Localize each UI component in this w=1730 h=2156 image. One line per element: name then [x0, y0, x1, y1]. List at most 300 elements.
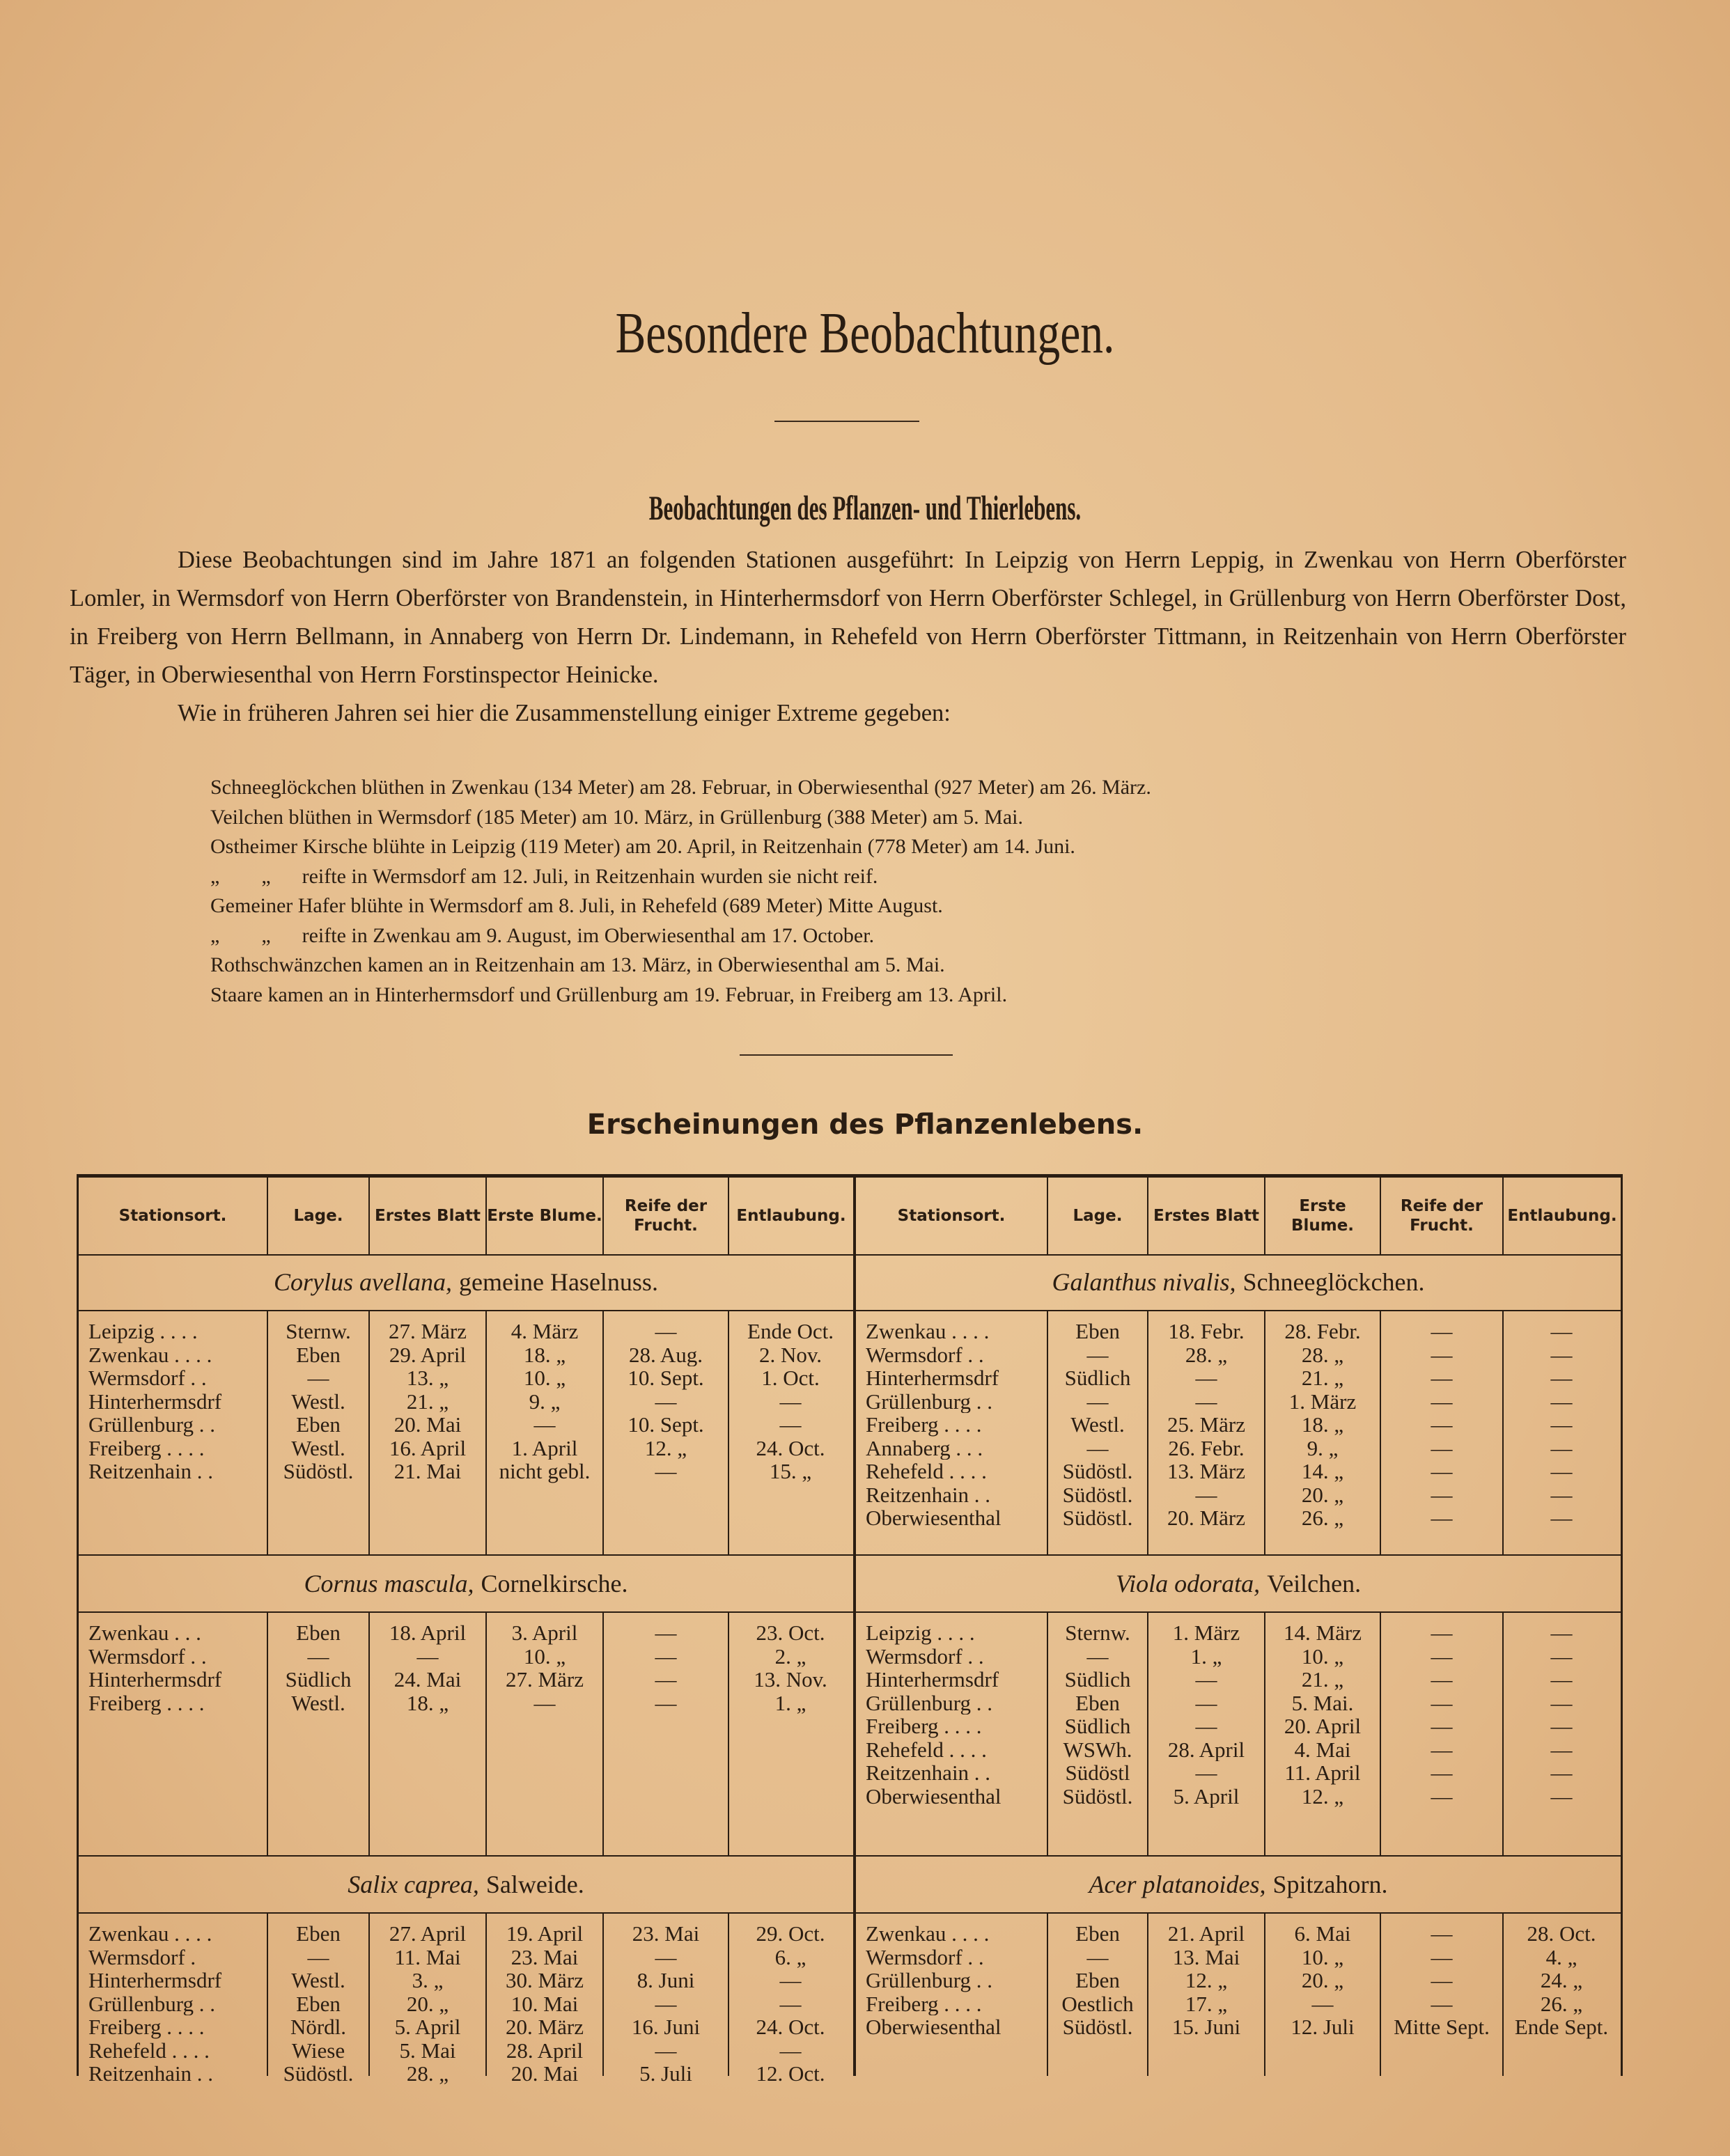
table-row [856, 1922, 1621, 1946]
table-cell: 18. „ [406, 1691, 449, 1714]
column-header: Stationsort. [79, 1178, 268, 1254]
table-cell: — [1195, 1714, 1217, 1738]
table-row [856, 1714, 1621, 1738]
extreme-line: Gemeiner Hafer blühte in Wermsdorf am 8. Juli, in Rehefeld (689 Meter) Mitte August. [210, 894, 943, 917]
table-cell: 24. „ [1540, 1969, 1583, 1992]
table-cell: 5. Juli [639, 2062, 692, 2086]
table-cell: — [1431, 1506, 1453, 1530]
table-cell: 21. April [1167, 1922, 1245, 1946]
table-cell: 28. Oct. [1527, 1922, 1596, 1946]
table-cell: — [1431, 1413, 1453, 1437]
table-cell: 16. April [389, 1436, 467, 1460]
table-row [856, 1645, 1621, 1669]
table-cell: — [1431, 1737, 1453, 1761]
table-cell: — [779, 1389, 802, 1413]
table-cell: 28. April [506, 2038, 584, 2062]
table-row [79, 2015, 853, 2039]
species-section [79, 1857, 853, 2086]
table-cell: Westl. [291, 1969, 345, 1992]
table-cell: — [1431, 1945, 1453, 1969]
table-cell: 17. „ [1185, 1992, 1228, 2015]
table-cell: 28. „ [1185, 1343, 1228, 1366]
table-cell: — [307, 1644, 329, 1668]
table-cell: 20. Mai [393, 1413, 462, 1437]
species-common-name: Salweide. [485, 1870, 584, 1898]
table-cell: Grüllenburg . . [88, 1413, 215, 1437]
extremes-intro: Wie in früheren Jahren sei hier die Zusammenstellung einiger Extreme gegeben: [178, 700, 951, 726]
table-cell: Grüllenburg . . [88, 1992, 215, 2015]
table-cell: Eben [1075, 1320, 1120, 1343]
table-cell: 14. „ [1301, 1460, 1344, 1483]
table-row [856, 1390, 1621, 1414]
table-cell: — [1431, 1320, 1453, 1343]
column-header: Erstes Blatt [1148, 1178, 1265, 1254]
table-cell: — [1550, 1389, 1573, 1413]
table-cell: 10. „ [523, 1366, 566, 1390]
species-heading [79, 1857, 853, 1914]
table-cell: — [655, 1945, 677, 1969]
table-cell: — [1431, 1992, 1453, 2015]
table-cell: Rehefeld . . . . [866, 1737, 987, 1761]
extreme-line: Rothschwänzchen kamen an in Reitzenhain am 13. März, in Oberwiesenthal am 5. Mai. [210, 953, 945, 976]
species-common-name: Cornelkirsche. [481, 1570, 628, 1598]
table-cell: 24. Oct. [756, 2015, 825, 2039]
table-row [856, 1761, 1621, 1785]
table-cell: Eben [1075, 1691, 1120, 1714]
table-row [856, 1320, 1621, 1343]
table-cell: 27. April [389, 1922, 467, 1946]
table-cell: 13. „ [406, 1366, 449, 1390]
table-cell: Westl. [291, 1691, 345, 1714]
table-cell: 12. Juli [1291, 2015, 1355, 2039]
table-cell: Eben [1075, 1922, 1120, 1946]
table-row [856, 1483, 1621, 1507]
species-section [79, 1254, 853, 1556]
table-cell: Wermsdorf . . [88, 1644, 207, 1668]
table-cell: 15. „ [769, 1460, 812, 1483]
table-cell: 1. März [1172, 1621, 1240, 1645]
species-common-name: gemeine Haselnuss. [459, 1268, 658, 1296]
table-cell: — [1550, 1714, 1573, 1738]
table-row [856, 1692, 1621, 1715]
species-latin-name: Acer platanoides, [1089, 1870, 1266, 1898]
table-cell: — [1195, 1668, 1217, 1692]
table-cell: Westl. [291, 1436, 345, 1460]
table-cell: — [1195, 1483, 1217, 1506]
table-cell: Zwenkau . . . . [866, 1320, 990, 1343]
table-row [79, 1621, 853, 1645]
table-row [79, 1413, 853, 1437]
table-cell: 14. März [1284, 1621, 1362, 1645]
column-header: Entlaubung. [1507, 1207, 1617, 1225]
table-cell: 13. Nov. [754, 1668, 827, 1692]
table-cell: Südöstl. [1062, 1483, 1133, 1506]
table-cell: — [655, 1320, 677, 1343]
intro-paragraph: Diese Beobachtungen sind im Jahre 1871 an folgenden Stationen ausgeführt: In Leipzig von Herrn Leppig, in Zwenkau von Herrn Oberförster Lomler, in Wermsdorf von Herrn Oberförster von Brandenstein, in Hinterhermsdorf von Herrn Oberförster Schlegel, in Grüllenburg von Herrn Oberförster Dost, in Freiberg von Herrn Bellmann, in Annaberg von Herrn Dr. Lindemann, in Rehefeld von Herrn Oberförster Tittmann, in Reitzenhain von Herrn Oberförster Täger, in Oberwiesenthal von Herrn Forstinspector Heinicke. [70, 547, 1626, 688]
table-cell: — [1431, 1644, 1453, 1668]
table-cell: Eben [296, 1621, 341, 1645]
table-cell: — [655, 1691, 677, 1714]
table-cell: Reitzenhain . . [866, 1761, 991, 1785]
table-cell: Oestlich [1061, 1992, 1134, 2015]
table-cell: 23. Mai [511, 1945, 579, 1969]
title-divider [774, 421, 919, 422]
table-cell: — [1195, 1691, 1217, 1714]
table-cell: — [655, 2038, 677, 2062]
species-latin-name: Corylus avellana, [274, 1268, 453, 1296]
table-cell: 15. Juni [1171, 2015, 1241, 2039]
table-cell: — [655, 1389, 677, 1413]
table-cell: 10. „ [1301, 1945, 1344, 1969]
table-cell: Wermsdorf . . [866, 1644, 984, 1668]
table-cell: 3. April [511, 1621, 578, 1645]
table-cell: Wermsdorf . . [88, 1366, 207, 1390]
table-cell: — [655, 1992, 677, 2015]
column-header: Stationsort. [856, 1178, 1048, 1254]
table-cell: Wermsdorf . . [866, 1343, 984, 1366]
table-row [856, 1506, 1621, 1530]
table-cell: Hinterhermsdrf [88, 1668, 222, 1692]
table-cell: — [1431, 1343, 1453, 1366]
table-cell: Freiberg . . . . [866, 1992, 982, 2015]
table-cell: Sternw. [1065, 1621, 1130, 1645]
table-cell: 5. April [1173, 1784, 1240, 1808]
table-cell: 20. „ [1301, 1483, 1344, 1506]
table-cell: 28. „ [1301, 1343, 1344, 1366]
table-cell: 24. Oct. [756, 1436, 825, 1460]
species-heading [856, 1556, 1621, 1613]
table-cell: Südöstl. [1062, 1460, 1133, 1483]
table-cell: Zwenkau . . . . [866, 1922, 990, 1946]
table-cell: 1. Oct. [761, 1366, 820, 1390]
table-cell: Südöstl. [283, 2062, 354, 2086]
table-cell: Wermsdorf . . [866, 1945, 984, 1969]
table-cell: — [1550, 1436, 1573, 1460]
table-cell: 18. Febr. [1168, 1320, 1245, 1343]
table-row [79, 1390, 853, 1414]
table-cell: Rehefeld . . . . [866, 1460, 987, 1483]
species-section [79, 1556, 853, 1857]
table-cell: Hinterhermsdrf [88, 1969, 222, 1992]
column-header: Reife der Frucht. [1381, 1178, 1504, 1254]
table-cell: 12. „ [1185, 1969, 1228, 1992]
section-divider [740, 1054, 953, 1056]
table-cell: — [1431, 1784, 1453, 1808]
table-cell: — [1550, 1644, 1573, 1668]
table-cell: — [655, 1644, 677, 1668]
table-cell: 12. Oct. [756, 2062, 825, 2086]
table-right-half [856, 1178, 1621, 2076]
table-cell: Westl. [1070, 1413, 1125, 1437]
table-cell: Hinterhermsdrf [866, 1366, 999, 1390]
extreme-line: Schneeglöckchen blüthen in Zwenkau (134 Meter) am 28. Februar, in Oberwiesenthal (927 Meter) am 26. März. [210, 776, 1151, 799]
table-cell: Wiese [291, 2038, 345, 2062]
table-cell: 10. „ [523, 1644, 566, 1668]
table-cell: 20. April [1284, 1714, 1362, 1738]
table-cell: — [1431, 1460, 1453, 1483]
table-cell: — [1550, 1366, 1573, 1390]
table-cell: — [1311, 1992, 1334, 2015]
table-row [856, 1413, 1621, 1437]
species-latin-name: Salix caprea, [348, 1870, 479, 1898]
table-cell: Südlich [285, 1668, 352, 1692]
table-cell: 13. Mai [1172, 1945, 1240, 1969]
table-row [79, 1366, 853, 1390]
table-cell: — [1431, 1691, 1453, 1714]
table-cell: 5. Mai. [1291, 1691, 1354, 1714]
extremes-list [210, 773, 1603, 1010]
species-heading [79, 1556, 853, 1613]
table-cell: 1. März [1288, 1389, 1357, 1413]
table-cell: Reitzenhain . . [88, 1460, 214, 1483]
species-latin-name: Cornus mascula, [304, 1570, 474, 1598]
table-row [79, 1343, 853, 1367]
table-cell: 1. April [511, 1436, 578, 1460]
table-cell: 20. März [1167, 1506, 1245, 1530]
table-left-half [79, 1178, 856, 2086]
table-row [856, 1668, 1621, 1692]
table-cell: — [1431, 1668, 1453, 1692]
table-cell: 20. „ [1301, 1969, 1344, 1992]
table-cell: — [779, 2038, 802, 2062]
species-common-name: Veilchen. [1267, 1570, 1362, 1598]
species-common-name: Spitzahorn. [1272, 1870, 1388, 1898]
table-cell: 21. Mai [393, 1460, 462, 1483]
table-cell: 2. Nov. [758, 1343, 823, 1366]
table-cell: — [779, 1992, 802, 2015]
table-cell: Südöstl. [1062, 2015, 1133, 2039]
table-row [79, 1645, 853, 1669]
table-cell: Eben [296, 1922, 341, 1946]
column-header: Lage. [1048, 1178, 1148, 1254]
table-cell: Annaberg . . . [866, 1436, 983, 1460]
table-cell: — [1550, 1460, 1573, 1483]
table-cell: — [655, 1460, 677, 1483]
table-row [856, 1969, 1621, 1992]
table-cell: — [1550, 1483, 1573, 1506]
table-cell: Südlich [1064, 1714, 1131, 1738]
table-cell: 24. Mai [393, 1668, 462, 1692]
extreme-line: „ „ reifte in Wermsdorf am 12. Juli, in Reitzenhain wurden sie nicht reif. [210, 864, 878, 888]
table-cell: 19. April [506, 1922, 584, 1946]
table-cell: 20. März [506, 2015, 584, 2039]
table-cell: 10. Sept. [628, 1413, 704, 1437]
table-header [856, 1178, 1621, 1256]
table-cell: 3. „ [412, 1969, 444, 1992]
table-cell: 11. April [1284, 1761, 1361, 1785]
table-row [79, 1320, 853, 1343]
table-cell: 10. Sept. [628, 1366, 704, 1390]
table-row [79, 1668, 853, 1692]
table-cell: 20. Mai [511, 2062, 579, 2086]
table-cell: — [1431, 1714, 1453, 1738]
table-cell: Hinterhermsdrf [88, 1389, 222, 1413]
table-cell: 9. „ [529, 1389, 561, 1413]
table-cell: Ende Sept. [1514, 2015, 1609, 2039]
table-cell: — [1550, 1320, 1573, 1343]
table-cell: — [1431, 1366, 1453, 1390]
table-cell: — [655, 1621, 677, 1645]
table-cell: — [655, 1668, 677, 1692]
table-cell: 29. April [389, 1343, 467, 1366]
table-cell: 16. Juni [631, 2015, 701, 2039]
table-cell: Grüllenburg . . [866, 1969, 992, 1992]
table-cell: 1. „ [774, 1691, 806, 1714]
table-cell: Leipzig . . . . [88, 1320, 198, 1343]
table-cell: Eben [296, 1343, 341, 1366]
species-heading [856, 1254, 1621, 1311]
table-cell: Südöstl. [283, 1460, 354, 1483]
table-row [856, 1785, 1621, 1809]
table-cell: — [1086, 1389, 1109, 1413]
table-cell: — [1550, 1784, 1573, 1808]
section-subtitle: Beobachtungen des Pflanzen- und Thierlebens. [648, 488, 1082, 527]
table-cell: 28. „ [406, 2062, 449, 2086]
table-cell: nicht gebl. [499, 1460, 591, 1483]
table-cell: 21. „ [406, 1389, 449, 1413]
table-cell: 4. „ [1545, 1945, 1577, 1969]
table-cell: Hinterhermsdrf [866, 1668, 999, 1692]
table-cell: — [533, 1413, 556, 1437]
species-section [856, 1556, 1621, 1857]
table-cell: 23. Oct. [756, 1621, 825, 1645]
table-cell: 27. März [506, 1668, 584, 1692]
table-cell: — [307, 1366, 329, 1390]
table-cell: Südlich [1064, 1366, 1131, 1390]
column-header: Erstes Blatt [370, 1178, 487, 1254]
table-cell: 18. April [389, 1621, 467, 1645]
table-cell: 12. „ [644, 1436, 687, 1460]
table-cell: 23. Mai [632, 1922, 700, 1946]
table-row [79, 1692, 853, 1715]
table-cell: Südöstl [1065, 1761, 1130, 1785]
table-cell: Südlich [1064, 1668, 1131, 1692]
table-row [856, 1343, 1621, 1367]
table-cell: 6. Mai [1294, 1922, 1351, 1946]
table-cell: Freiberg . . . . [866, 1714, 982, 1738]
table-cell: WSWh. [1063, 1737, 1132, 1761]
table-cell: — [533, 1691, 556, 1714]
table-cell: — [1431, 1389, 1453, 1413]
table-cell: Nördl. [290, 2015, 347, 2039]
table-cell: 26. „ [1540, 1992, 1583, 2015]
table-cell: 6. „ [774, 1945, 806, 1969]
table-cell: Mitte Sept. [1394, 2015, 1490, 2039]
table-row [856, 1366, 1621, 1390]
table-cell: 4. März [511, 1320, 579, 1343]
extreme-line: Veilchen blüthen in Wermsdorf (185 Meter) am 10. März, in Grüllenburg (388 Meter) am 5. Mai. [210, 805, 1024, 829]
table-cell: 18. „ [523, 1343, 566, 1366]
table-cell: — [1086, 1436, 1109, 1460]
table-cell: Südöstl. [1062, 1784, 1133, 1808]
table-cell: Wermsdorf . [88, 1945, 196, 1969]
table-row [79, 1922, 853, 1946]
table-cell: Eben [296, 1992, 341, 2015]
table-cell: Südöstl. [1062, 1506, 1133, 1530]
table-cell: 21. „ [1301, 1366, 1344, 1390]
table-cell: — [1550, 1691, 1573, 1714]
phenology-table [77, 1174, 1623, 2086]
table-cell: 27. März [389, 1320, 467, 1343]
table-row [856, 1946, 1621, 1969]
table-cell: Freiberg . . . . [88, 1436, 205, 1460]
intro-text [70, 541, 1626, 733]
table-cell: — [1550, 1737, 1573, 1761]
table-cell: — [307, 1945, 329, 1969]
table-cell: Grüllenburg . . [866, 1389, 992, 1413]
table-row [79, 1437, 853, 1460]
table-cell: Zwenkau . . . . [88, 1922, 212, 1946]
table-cell: 18. „ [1301, 1413, 1344, 1437]
table-cell: 2. „ [774, 1644, 806, 1668]
table-cell: — [1550, 1761, 1573, 1785]
table-cell: — [1431, 1436, 1453, 1460]
table-cell: Reitzenhain . . [866, 1483, 991, 1506]
table-cell: Grüllenburg . . [866, 1691, 992, 1714]
species-latin-name: Viola odorata, [1115, 1570, 1261, 1598]
table-cell: 1. „ [1190, 1644, 1222, 1668]
table-cell: — [1086, 1644, 1109, 1668]
table-cell: Reitzenhain . . [88, 2062, 214, 2086]
table-cell: — [1086, 1343, 1109, 1366]
table-cell: 5. Mai [399, 2038, 456, 2062]
table-cell: Freiberg . . . . [88, 2015, 205, 2039]
table-cell: — [1550, 1413, 1573, 1437]
table-cell: — [1431, 1761, 1453, 1785]
table-row [856, 2015, 1621, 2039]
column-header: Lage. [268, 1178, 370, 1254]
table-cell: 28. Aug. [629, 1343, 703, 1366]
table-cell: 28. Febr. [1284, 1320, 1361, 1343]
table-cell: Zwenkau . . . [88, 1621, 201, 1645]
table-cell: 10. Mai [511, 1992, 579, 2015]
column-header: Entlaubung. [736, 1207, 846, 1225]
table-row [79, 1969, 853, 1992]
table-cell: Eben [1075, 1969, 1120, 1992]
table-cell: 29. Oct. [756, 1922, 825, 1946]
table-cell: Zwenkau . . . . [88, 1343, 212, 1366]
table-cell: — [1550, 1621, 1573, 1645]
table-cell: — [1431, 1922, 1453, 1946]
table-cell: — [1550, 1668, 1573, 1692]
table-row [79, 1992, 853, 2016]
table-cell: — [1195, 1761, 1217, 1785]
table-cell: — [1431, 1969, 1453, 1992]
extreme-line: Ostheimer Kirsche blühte in Leipzig (119 Meter) am 20. April, in Reitzenhain (778 Meter) am 14. Juni. [210, 835, 1075, 858]
table-row [79, 2062, 853, 2086]
page-title: Besondere Beobachtungen. [615, 301, 1115, 366]
table-title: Erscheinungen des Pflanzenlebens. [586, 1109, 1144, 1141]
table-cell: Ende Oct. [747, 1320, 834, 1343]
species-heading [79, 1254, 853, 1311]
table-cell: 28. April [1167, 1737, 1245, 1761]
table-cell: 4. Mai [1294, 1737, 1351, 1761]
table-cell: 13. März [1167, 1460, 1245, 1483]
species-section [856, 1857, 1621, 2076]
table-cell: 5. April [394, 2015, 461, 2039]
species-heading [856, 1857, 1621, 1914]
table-cell: Sternw. [286, 1320, 351, 1343]
table-cell: 26. „ [1301, 1506, 1344, 1530]
column-header: Erste Blume. [1265, 1178, 1381, 1254]
table-cell: 20. „ [406, 1992, 449, 2015]
table-cell: — [1431, 1621, 1453, 1645]
table-cell: — [1550, 1506, 1573, 1530]
species-section [856, 1254, 1621, 1556]
table-cell: — [1431, 1483, 1453, 1506]
table-cell: — [1550, 1343, 1573, 1366]
extreme-line: „ „ reifte in Zwenkau am 9. August, im Oberwiesenthal am 17. October. [210, 923, 875, 947]
